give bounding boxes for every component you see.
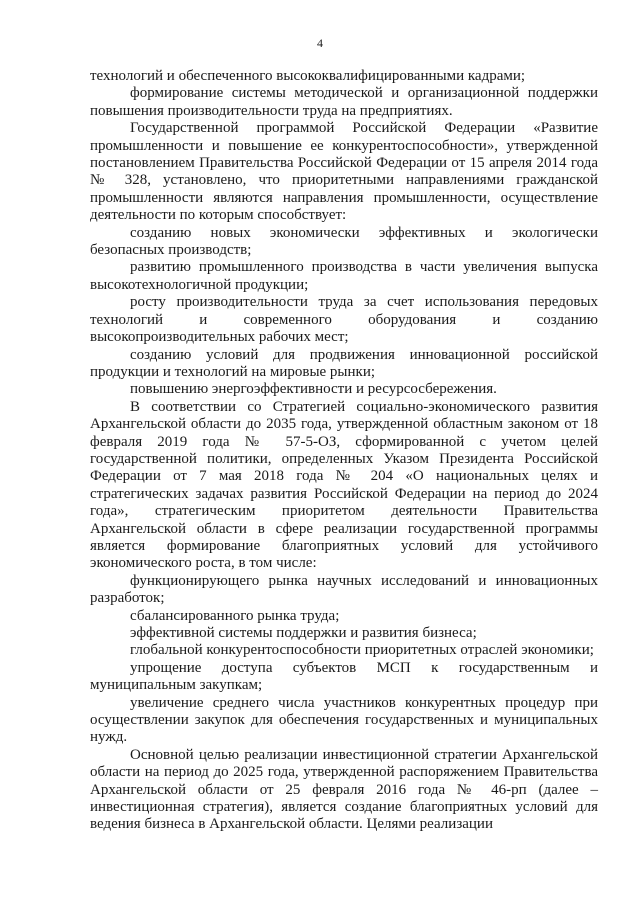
paragraph: глобальной конкурентоспособности приоритетных отраслей экономики; <box>130 642 594 659</box>
paragraph: Государственной программой Российской Федерации «Развитие промышленности и повышение ее конкурентоспособности», утвержденной постановлением Правительства Российской Федерации от 15 апреля 2014 года № 328, установлено, что приоритетными направлениями гражданской промышленности являются направления промышленности, осуществление деятельности по которым способствует: <box>90 120 598 224</box>
paragraph: технологий и обеспеченного высококвалифицированными кадрами; <box>90 68 526 84</box>
paragraph: повышению энергоэффективности и ресурсосбережения. <box>130 381 497 398</box>
paragraph: формирование системы методической и организационной поддержки повышения производительности труда на предприятиях. <box>90 85 598 119</box>
paragraph: сбалансированного рынка труда; <box>130 607 340 624</box>
paragraph: эффективной системы поддержки и развития бизнеса; <box>130 625 477 641</box>
paragraph: созданию новых экономически эффективных и экологически безопасных производств; <box>90 224 598 259</box>
paragraph: росту производительности труда за счет использования передовых технологий и современного оборудования и созданию высокопроизводительных рабочих мест; <box>90 294 598 346</box>
page-number: 4 <box>317 36 323 50</box>
paragraph: созданию условий для продвижения инновационной российской продукции и технологий на мировые рынки; <box>90 346 598 380</box>
paragraph: увеличение среднего числа участников конкурентных процедур при осуществлении закупок для обеспечения государственных и муниципальных нужд. <box>90 694 598 746</box>
paragraph: функционирующего рынка научных исследований и инновационных разработок; <box>90 572 598 607</box>
document-body <box>90 68 598 834</box>
paragraph: упрощение доступа субъектов МСП к государственным и муниципальным закупкам; <box>90 659 598 694</box>
paragraph: Основной целью реализации инвестиционной стратегии Архангельской области на период до 2025 года, утвержденной распоряжением Правительства Архангельской области от 25 февраля 2016 года № 46-рп (далее – инвестиционная стратегия), является создание благоприятных условий для ведения бизнеса в Архангельской области. Целями реализации <box>90 746 598 833</box>
paragraph: развитию промышленного производства в части увеличения выпуска высокотехнологичной продукции; <box>90 259 598 293</box>
paragraph: В соответствии со Стратегией социально-экономического развития Архангельской области до 2035 года, утвержденной областным законом от 18 февраля 2019 года № 57-5-ОЗ, сформированной с учетом целей государственной политики, определенных Указом Президента Российской Федерации от 7 мая 2018 года № 204 «О национальных целях и стратегических задачах развития Российской Федерации на период до 2024 года», стратегическим приоритетом деятельности Правительства Архангельской области в сфере реализации государственной программы является формирование благоприятных условий для устойчивого экономического роста, в том числе: <box>90 398 598 572</box>
